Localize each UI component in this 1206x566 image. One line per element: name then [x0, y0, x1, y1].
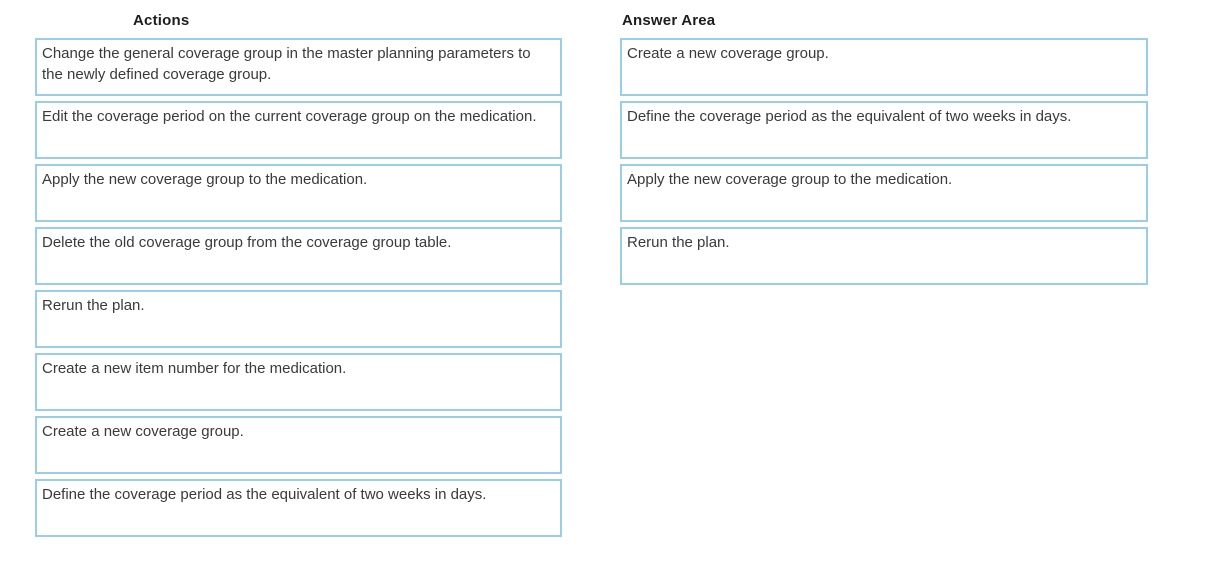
action-option-box[interactable] [35, 101, 562, 159]
action-option-label: Define the coverage period as the equivalent of two weeks in days. [42, 486, 487, 503]
action-option-label: Apply the new coverage group to the medication. [42, 171, 368, 188]
action-option-box[interactable] [35, 38, 562, 96]
action-option-box[interactable] [35, 227, 562, 285]
action-option-box[interactable] [35, 416, 562, 474]
answer-slot-label: Rerun the plan. [627, 234, 730, 251]
action-option-label: Change the general coverage group in the master planning parameters to the newly defined coverage group. [42, 45, 531, 83]
actions-list [35, 38, 562, 542]
actions-panel-title: Actions [133, 12, 190, 29]
action-option-box[interactable] [35, 353, 562, 411]
action-option-box[interactable] [35, 164, 562, 222]
answer-slot-box[interactable] [620, 164, 1148, 222]
answer-slot-box[interactable] [620, 101, 1148, 159]
answer-slot-label: Apply the new coverage group to the medication. [627, 171, 953, 188]
action-option-label: Create a new item number for the medication. [42, 360, 347, 377]
action-option-box[interactable] [35, 479, 562, 537]
answer-slot-box[interactable] [620, 227, 1148, 285]
answer-slot-label: Define the coverage period as the equivalent of two weeks in days. [627, 108, 1072, 125]
answer-slot-label: Create a new coverage group. [627, 45, 829, 62]
action-option-label: Rerun the plan. [42, 297, 145, 314]
action-option-box[interactable] [35, 290, 562, 348]
action-option-label: Edit the coverage period on the current coverage group on the medication. [42, 108, 537, 125]
answer-list [620, 38, 1148, 290]
answer-panel-title: Answer Area [622, 12, 716, 29]
action-option-label: Delete the old coverage group from the coverage group table. [42, 234, 452, 251]
answer-slot-box[interactable] [620, 38, 1148, 96]
action-option-label: Create a new coverage group. [42, 423, 244, 440]
